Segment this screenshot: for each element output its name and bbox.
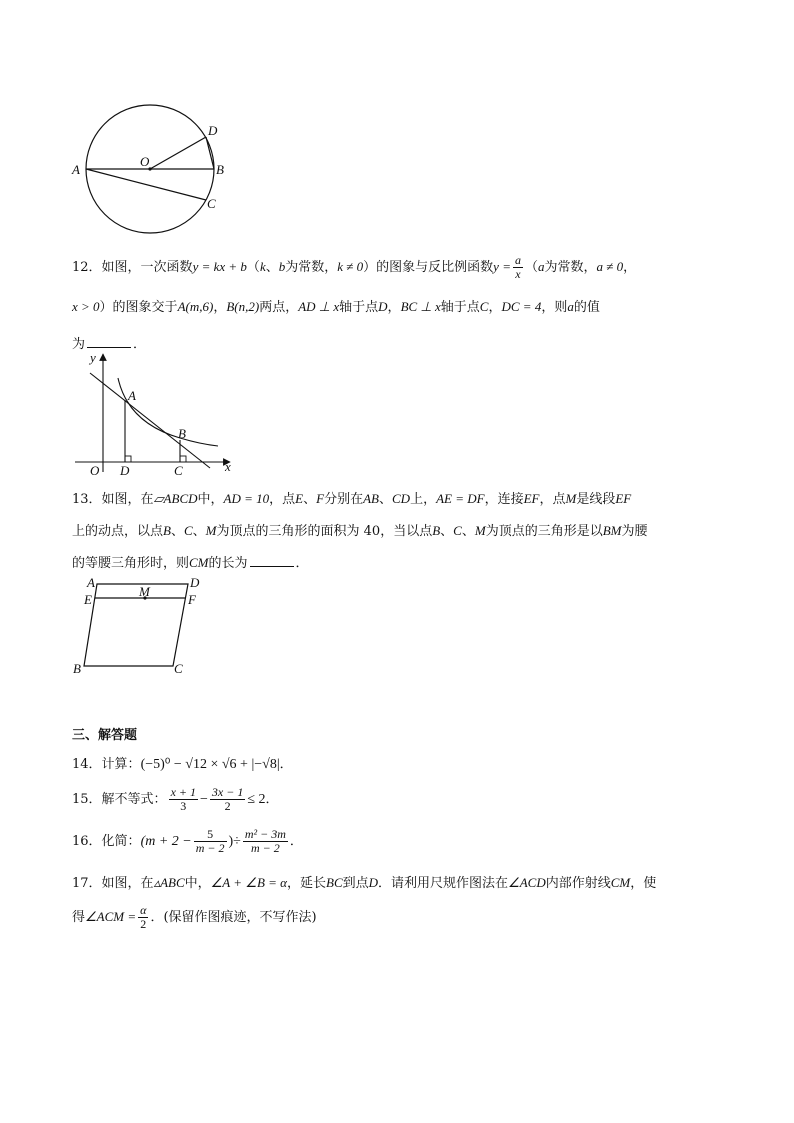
q13-M2: M [474,523,486,538]
q16-div: ÷ [233,834,241,849]
q17-text: ．(保留作图痕迹，不写作法) [150,910,317,925]
q16-end: ． [289,834,303,849]
q13-number: 13． [72,492,102,507]
q13-EF2: EF [615,491,632,506]
q17-fraction [138,904,148,931]
linear-function [90,373,210,468]
q12-C: C [479,299,489,314]
q12-pointB: B(n,2) [226,299,260,314]
q12-text: （ [524,260,538,275]
q13-text: ． [295,556,309,571]
q13-text: 、 [461,524,475,539]
q12-text: ， [387,300,401,315]
q13-text: 为腰 [621,524,648,539]
circle-figure [70,100,240,235]
q16 [72,828,303,855]
label-e: E [84,592,92,607]
q17-CM: CM [610,875,631,890]
q17-number: 17． [72,876,102,891]
q17-text: ，使 [630,876,657,891]
q13-line3 [72,552,309,571]
q12-xpos: x > 0 [72,299,100,314]
q13-CM: CM [189,555,209,570]
parallelogram-abcd [84,584,188,666]
q13-text: 上， [410,492,437,507]
label-c: C [207,196,216,211]
q12-text: 如图，一次函数 [101,260,193,275]
q12-text: 轴于点 [339,300,379,315]
label-o: O [90,463,100,478]
q13-text: 分别在 [324,492,364,507]
q12-dc: DC = 4 [501,299,542,314]
q12-eq2: y = [493,259,511,274]
q13-text: 如图，在 [101,492,154,507]
parallelogram-figure [70,572,210,682]
q12-text: 两点， [259,300,299,315]
q12-D: D [378,299,388,314]
q12-number: 12． [72,260,102,275]
q13-text: 、 [440,524,454,539]
label-d: D [208,123,218,138]
q12-pointA: A(m,6) [177,299,214,314]
q12-a: a [537,259,545,274]
q12-frac-den: x [515,267,521,281]
q13-text: 为顶点的三角形是以 [485,524,603,539]
q16-fraction-1 [194,828,227,855]
q12-bc: BC ⊥ x [400,299,441,314]
q17-text: 内部作射线 [545,876,611,891]
label-b: B [178,426,186,441]
q13-ad: AD = 10 [223,491,270,506]
label-y: y [90,350,96,365]
q14-expression: (−5)⁰ − √12 × √6 + |−√8| [140,757,280,772]
q13-M2: M [205,523,217,538]
q16-f2-den: m − 2 [250,841,280,855]
q12-text: ）的图象交于 [99,300,178,315]
q12-text: 、 [265,260,279,275]
q13-text: ，连接 [484,492,524,507]
q13-aedf: AE = DF [436,491,485,506]
q13-line2 [72,520,648,539]
q12-line1 [72,254,636,281]
q14-number: 14． [72,757,102,772]
label-a: A [87,575,95,590]
q12-text: ． [133,337,147,352]
q17-text: 如图，在 [101,876,154,891]
label-o: O [140,154,150,169]
q17-abc: ▵ABC [153,875,185,890]
q13-text: 、 [192,524,206,539]
q12-text: ， [488,300,502,315]
q17-frac-num: α [140,903,147,917]
q17-angles: ∠A + ∠B = α [210,875,287,890]
q13-text: 为顶点的三角形的面积为 40，当以点 [216,524,433,539]
q17-D: D [368,875,379,890]
q15-fraction-1 [169,786,198,813]
q13-CD: CD [392,491,411,506]
q14-end: ． [279,757,293,772]
chord-ac [86,169,206,200]
q17-frac-den: 2 [140,917,147,931]
q12-text: 的值 [573,300,600,315]
q13-C: C [453,523,462,538]
q12-text: ， [623,260,637,275]
label-b: B [216,162,224,177]
q13-abcd: ▱ABCD [153,491,198,506]
q13-text: 、 [170,524,184,539]
q15-text: 解不等式： [101,792,167,807]
function-graph [70,348,240,478]
section-title: 三、解答题 [72,728,138,743]
label-f: F [188,592,196,607]
q12-line2 [72,296,600,315]
q17-text: 得 [72,910,86,925]
q15-f2-num: 3x − 1 [211,785,244,799]
q16-f1-den: m − 2 [195,841,225,855]
q17-text: ，延长 [286,876,326,891]
q12-a2: a [567,299,574,314]
q12-text: 为 [72,337,86,352]
q15 [72,786,279,813]
q13-AB: AB [363,491,379,506]
q15-number: 15． [72,792,102,807]
q15-f1-den: 3 [180,799,187,813]
q13-text: 、 [303,492,317,507]
q15-f1-num: x + 1 [170,785,196,799]
label-x: x [225,459,231,474]
q16-open: (m + 2 − [140,834,192,849]
q15-minus: − [200,792,208,807]
q13-text: 是线段 [576,492,616,507]
q13-text: ，点 [539,492,566,507]
q12-anz: a ≠ 0 [596,259,624,274]
radius-od [150,137,206,169]
q15-fraction-2 [210,786,245,813]
right-angle-c [180,456,186,462]
q13-B: B [432,523,441,538]
q17-acm: ∠ACM = [85,909,137,924]
q16-close: ) [228,834,234,849]
label-m: M [139,584,150,599]
q12-eq1: y = kx + b [192,259,247,274]
q12-text: 轴于点 [440,300,480,315]
chord-db [206,137,214,169]
q13-BM: BM [602,523,622,538]
q15-f2-den: 2 [224,799,231,813]
q12-text: ， [213,300,227,315]
answer-blank[interactable] [87,335,131,348]
q12-k: k [259,259,266,274]
q17-text: ．请利用尺规作图法在 [378,876,509,891]
right-angle-d [125,456,131,462]
q12-text: ）的图象与反比例函数 [363,260,494,275]
q13-text: 的长为 [208,556,248,571]
q17-line2 [72,904,317,931]
label-d: D [120,463,130,478]
q17-line1 [72,872,656,891]
answer-blank[interactable] [250,554,294,567]
q13-C: C [183,523,193,538]
q12-text: 为常数， [544,260,597,275]
q16-f2-num: m² − 3m [244,827,286,841]
q13-text: 上的动点，以点 [72,524,164,539]
q12-text: （ [246,260,260,275]
q12-b: b [278,259,286,274]
q17-acd: ∠ACD [508,875,546,890]
q16-fraction-2 [243,828,288,855]
q17-text: 到点 [342,876,369,891]
q13-text: 中， [197,492,224,507]
q12-text: 为常数， [285,260,338,275]
q14 [72,753,293,773]
q13-line1 [72,488,631,507]
q12-knz: k ≠ 0 [337,259,364,274]
q12-ad: AD ⊥ x [298,299,340,314]
label-c: C [174,463,183,478]
q13-E: E [295,491,304,506]
q17-text: 中， [184,876,211,891]
q16-text: 化简： [101,834,141,849]
label-d: D [190,575,200,590]
label-b: B [73,661,81,676]
q15-end: ． [265,792,279,807]
q12-text: ，则 [541,300,568,315]
label-a: A [72,162,80,177]
q12-frac-num: a [514,253,521,267]
q13-text: 、 [378,492,392,507]
label-c: C [174,661,183,676]
q15-rhs: ≤ 2 [247,792,266,807]
q16-number: 16． [72,834,102,849]
q12-fraction [513,254,523,281]
q13-text: 的等腰三角形时，则 [72,556,190,571]
q17-BC: BC [326,875,343,890]
q13-M: M [565,491,577,506]
q13-B: B [163,523,171,538]
q16-f1-num: 5 [194,828,227,842]
q14-text: 计算： [101,757,141,772]
q13-F: F [316,491,325,506]
q13-EF: EF [523,491,540,506]
q13-text: ，点 [269,492,296,507]
label-a: A [128,388,136,403]
